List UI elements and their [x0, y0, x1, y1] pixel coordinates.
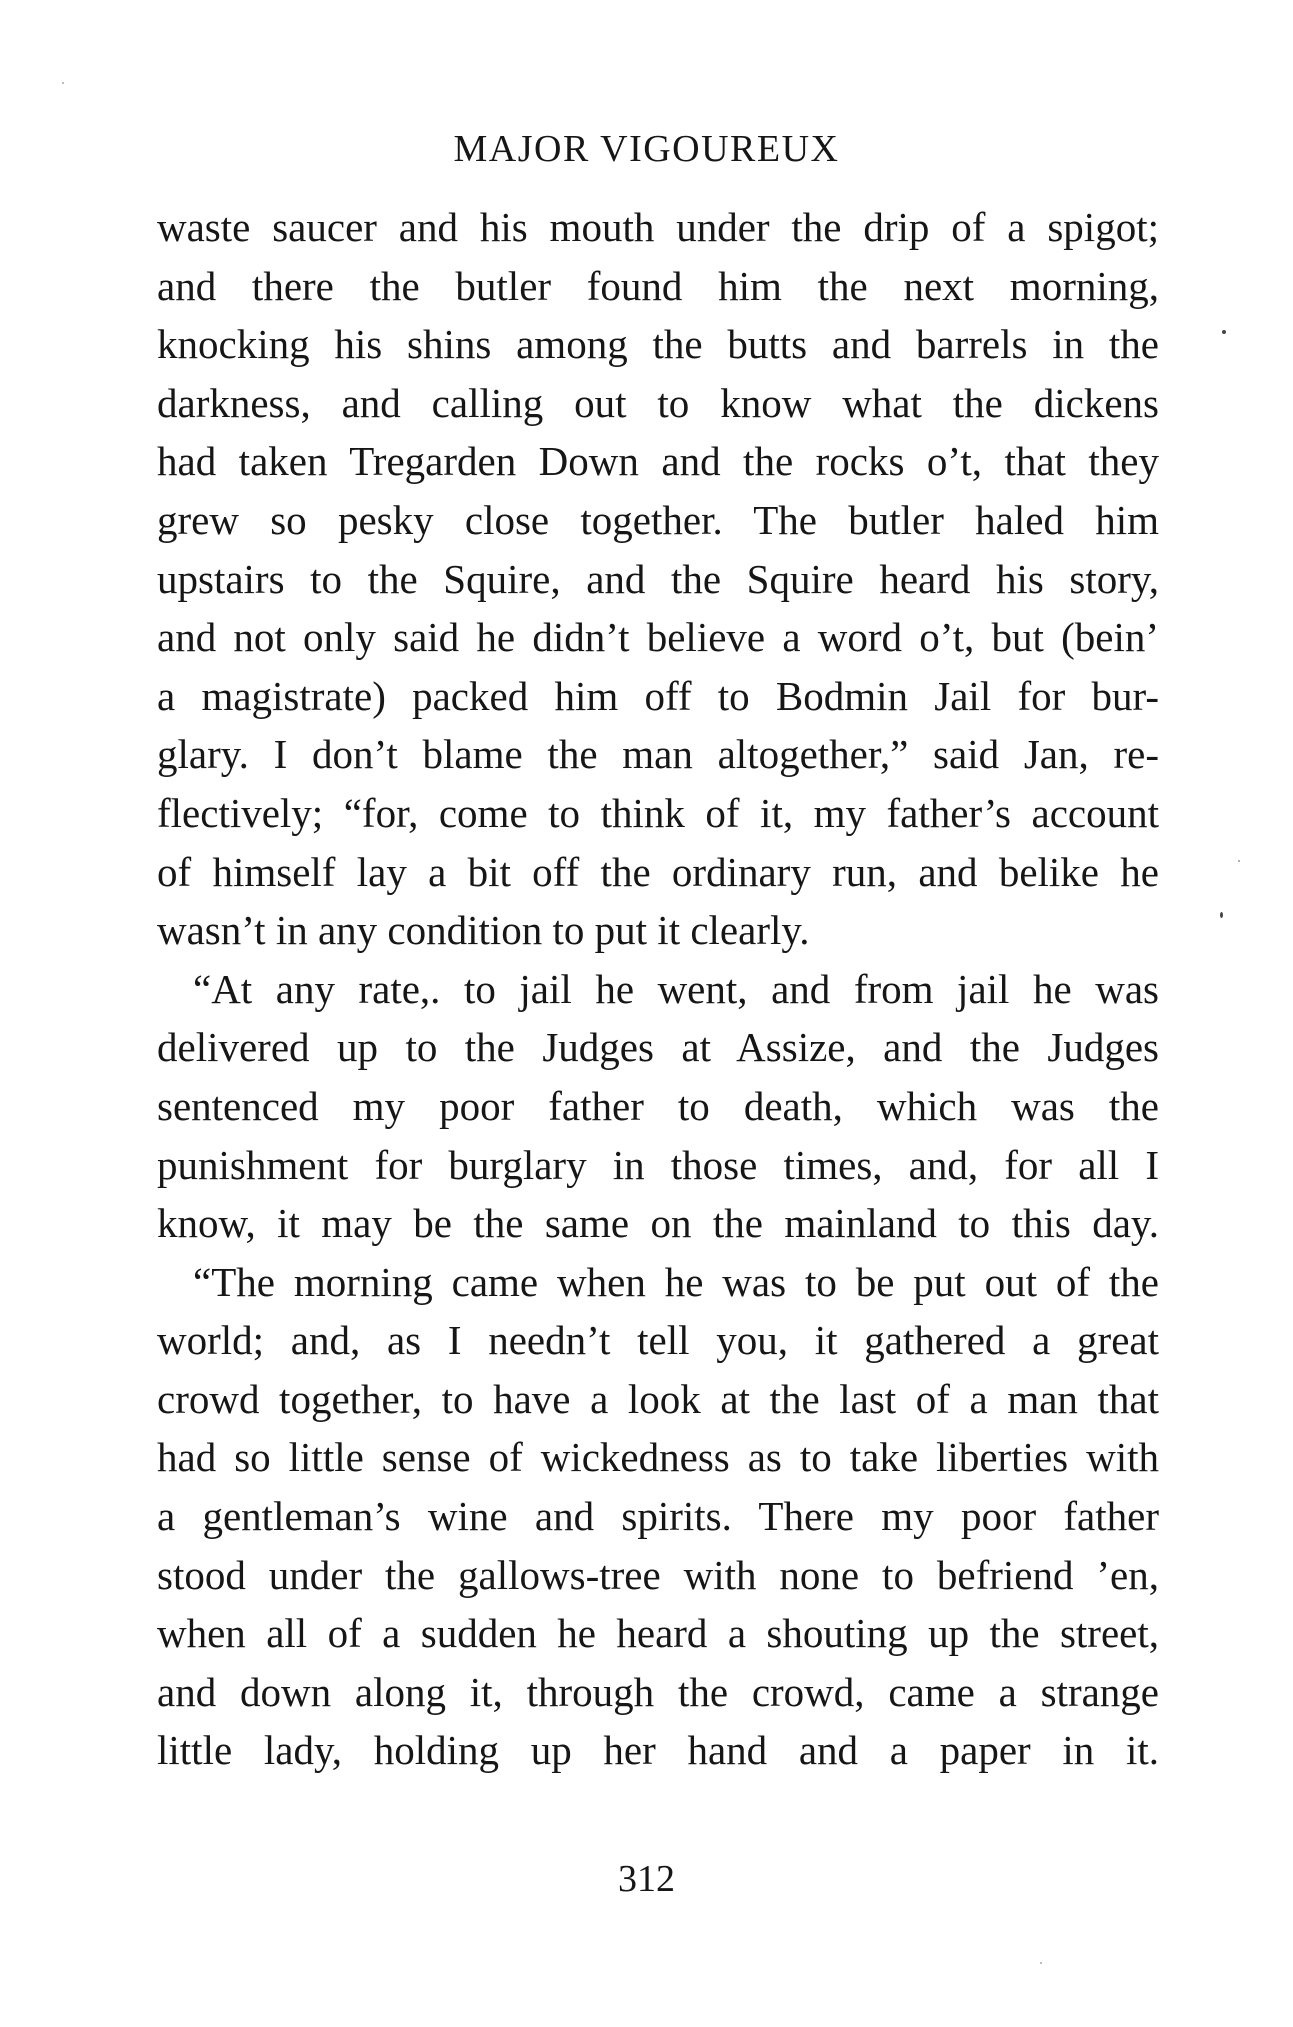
text-line: world; and, as I needn’t tell you, it gathered a great	[157, 1317, 1159, 1364]
paragraph-first-line: “At any rate,. to jail he went, and from jail he was	[193, 965, 1159, 1012]
text-line: wasn’t in any condition to put it clearly.	[157, 907, 810, 954]
text-line: crowd together, to have a look at the last of a man that	[157, 1375, 1159, 1422]
text-line: delivered up to the Judges at Assize, and the Judges	[157, 1024, 1159, 1071]
text-line: upstairs to the Squire, and the Squire heard his story,	[157, 555, 1159, 602]
text-line: flectively; “for, come to think of it, my father’s account	[157, 789, 1159, 836]
text-line: waste saucer and his mouth under the drip of a spigot;	[157, 204, 1159, 250]
text-line: of himself lay a bit off the ordinary run, and belike he	[157, 848, 1159, 895]
text-line: a magistrate) packed him off to Bodmin Jail for bur-	[157, 672, 1159, 719]
text-line: had so little sense of wickedness as to take liberties with	[157, 1434, 1159, 1481]
text-line: know, it may be the same on the mainland to this day.	[157, 1200, 1159, 1247]
text-line: a gentleman’s wine and spirits. There my poor father	[157, 1493, 1159, 1540]
text-line: little lady, holding up her hand and a paper in it.	[157, 1727, 1159, 1774]
paragraph-first-line: “The morning came when he was to be put out of the	[193, 1258, 1159, 1305]
scan-speck	[62, 82, 64, 84]
scan-speck	[1222, 330, 1226, 334]
text-line: and down along it, through the crowd, came a strange	[157, 1668, 1159, 1715]
scan-speck	[1220, 912, 1223, 918]
scan-speck	[1040, 1962, 1042, 1964]
text-line: stood under the gallows-tree with none to befriend ’en,	[157, 1551, 1159, 1598]
text-line: glary. I don’t blame the man altogether,” said Jan, re-	[157, 731, 1159, 778]
text-line: darkness, and calling out to know what the dickens	[157, 379, 1159, 426]
text-line: and not only said he didn’t believe a word o’t, but (bein’	[157, 614, 1159, 661]
running-head: MAJOR VIGOUREUX	[453, 128, 840, 170]
text-line: sentenced my poor father to death, which was the	[157, 1082, 1159, 1129]
text-line: grew so pesky close together. The butler haled him	[157, 496, 1159, 543]
page-number: 312	[618, 1858, 675, 1900]
text-line: punishment for burglary in those times, and, for all I	[157, 1141, 1159, 1188]
text-line: knocking his shins among the butts and barrels in the	[157, 321, 1159, 368]
body-text	[157, 198, 1159, 1780]
text-line: had taken Tregarden Down and the rocks o’t, that they	[157, 438, 1159, 485]
scan-speck	[1238, 860, 1240, 862]
text-line: when all of a sudden he heard a shouting up the street,	[157, 1610, 1159, 1657]
text-line: and there the butler found him the next morning,	[157, 262, 1159, 309]
